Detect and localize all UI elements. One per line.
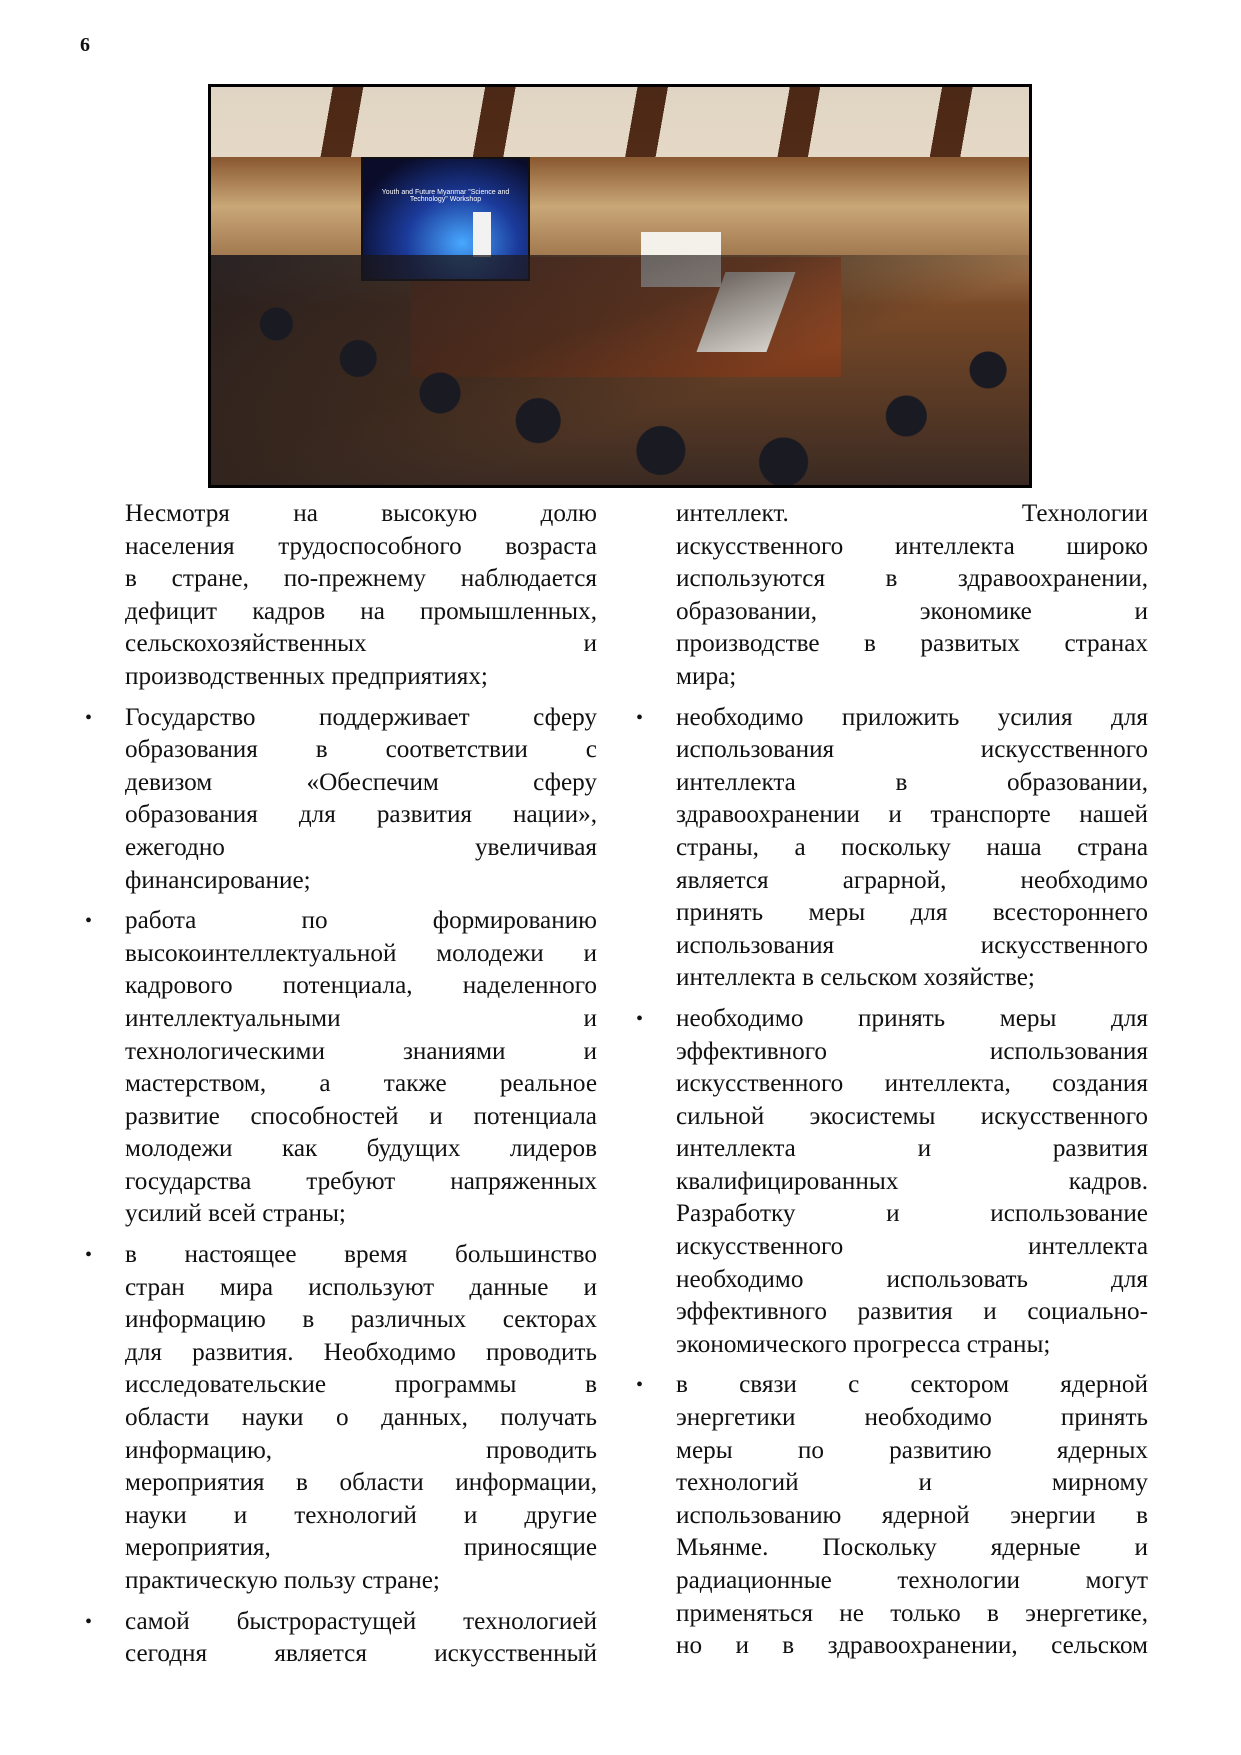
text-line: сильной экосистемы искусственного [676,1102,1148,1130]
text-line: является аграрной, необходимо [676,866,1148,894]
text-line: девизом «Обеспечим сферу [125,768,597,796]
bullet-item [636,1369,1148,1662]
text-line: стран мира используют данные и [125,1273,597,1301]
text-line: сегодня является искусственный [125,1640,597,1668]
text-line: финансирование; [125,866,311,894]
photo-audience [211,255,1029,485]
text-line: населения трудоспособного возраста [125,532,597,560]
text-line: принять меры для всестороннего [676,899,1148,927]
text-line: науки и технологий и другие [125,1501,597,1529]
text-line: квалифицированных кадров. [676,1167,1148,1195]
bullet-icon: • [85,706,93,729]
text-line: необходимо использовать для [676,1265,1148,1293]
bullet-icon: • [85,1244,93,1267]
text-line: сельскохозяйственных и [125,630,597,658]
text-line: высокоинтеллектуальной молодежи и [125,939,597,967]
right-column [636,498,1148,1671]
text-line: эффективного развития и социально- [676,1298,1148,1326]
text-line: искусственного интеллекта широко [676,532,1148,560]
text-line: мира; [676,662,737,690]
text-line: области науки о данных, получать [125,1404,597,1432]
text-line: мастерством, а также реальное [125,1070,597,1098]
text-line: в стране, по-прежнему наблюдается [125,565,597,593]
bullet-item [85,1606,597,1671]
text-line: мероприятия в области информации, [125,1469,597,1497]
photo-podium [473,212,491,257]
text-line: интеллекта в сельском хозяйстве; [676,964,1035,992]
text-line: использования искусственного [676,931,1148,959]
text-line: Разработку и использование [676,1200,1148,1228]
text-line: молодежи как будущих лидеров [125,1135,597,1163]
bullet-item [636,1003,1148,1362]
text-line: технологий и мирному [676,1469,1148,1497]
text-line: Государство поддерживает сферу [125,703,597,731]
text-line: самой быстрорастущей технологией [125,1607,597,1635]
bullet-icon: • [85,1610,93,1633]
text-line: эффективного использования [676,1037,1148,1065]
text-line: ежегодно увеличивая [125,833,597,861]
text-line: энергетики необходимо принять [676,1404,1148,1432]
text-line: для развития. Необходимо проводить [125,1338,597,1366]
continued-paragraph [676,498,1148,694]
text-line: искусственного интеллекта, создания [676,1070,1148,1098]
text-line: интеллекта и развития [676,1135,1148,1163]
bullet-icon: • [636,706,644,729]
text-line: развитие способностей и потенциала [125,1102,597,1130]
text-line: усилий всей страны; [125,1200,346,1228]
text-line: использования искусственного [676,736,1148,764]
text-line: экономического прогресса страны; [676,1330,1051,1358]
bullet-item [85,1239,597,1598]
bullet-icon: • [636,1374,644,1397]
text-line: образования для развития нации», [125,801,597,829]
text-line: работа по формированию [125,907,597,935]
text-line: но и в здравоохранении, сельском [676,1632,1148,1660]
bullet-icon: • [636,1007,644,1030]
bullet-item [85,702,597,898]
text-line: меры по развитию ядерных [676,1436,1148,1464]
text-line: интеллекта в образовании, [676,768,1148,796]
text-line: страны, а поскольку наша страна [676,833,1148,861]
text-line: Мьянме. Поскольку ядерные и [676,1534,1148,1562]
text-line: образовании, экономике и [676,597,1148,625]
text-line: информацию в различных секторах [125,1306,597,1334]
text-line: Несмотря на высокую долю [125,500,597,527]
text-line: необходимо приложить усилия для [676,703,1148,731]
text-line: применяться не только в энергетике, [676,1599,1148,1627]
text-line: здравоохранении и транспорте нашей [676,801,1148,829]
text-line: исследовательские программы в [125,1371,597,1399]
text-line: интеллектуальными и [125,1004,597,1032]
text-line: искусственного интеллекта [676,1233,1148,1261]
bullet-item [85,905,597,1231]
bullet-item [636,702,1148,995]
text-line: образования в соответствии с [125,736,597,764]
text-line: в связи с сектором ядерной [676,1371,1148,1399]
text-line: информацию, проводить [125,1436,597,1464]
text-line: кадрового потенциала, наделенного [125,972,597,1000]
intro-paragraph [125,498,597,694]
text-line: государства требуют напряженных [125,1167,597,1195]
page-number: 6 [80,34,90,56]
screen-title: Youth and Future Myanmar "Science and Technology" Workshop [381,189,510,203]
text-line: радиационные технологии могут [676,1567,1148,1594]
text-line: в настоящее время большинство [125,1241,597,1269]
text-line: использованию ядерной энергии в [676,1501,1148,1529]
text-line: дефицит кадров на промышленных, [125,597,597,625]
bullet-icon: • [85,910,93,933]
left-column [85,498,597,1679]
text-line: используются в здравоохранении, [676,565,1148,593]
text-line: производстве в развитых странах [676,630,1148,658]
photo-ceiling [211,87,1029,157]
text-line: практическую пользу стране; [125,1567,440,1594]
text-line: интеллект. Технологии [676,500,1148,527]
text-line: необходимо принять меры для [676,1004,1148,1032]
text-line: мероприятия, приносящие [125,1534,597,1562]
text-line: производственных предприятиях; [125,662,488,690]
event-photo [208,84,1032,488]
text-line: технологическими знаниями и [125,1037,597,1065]
